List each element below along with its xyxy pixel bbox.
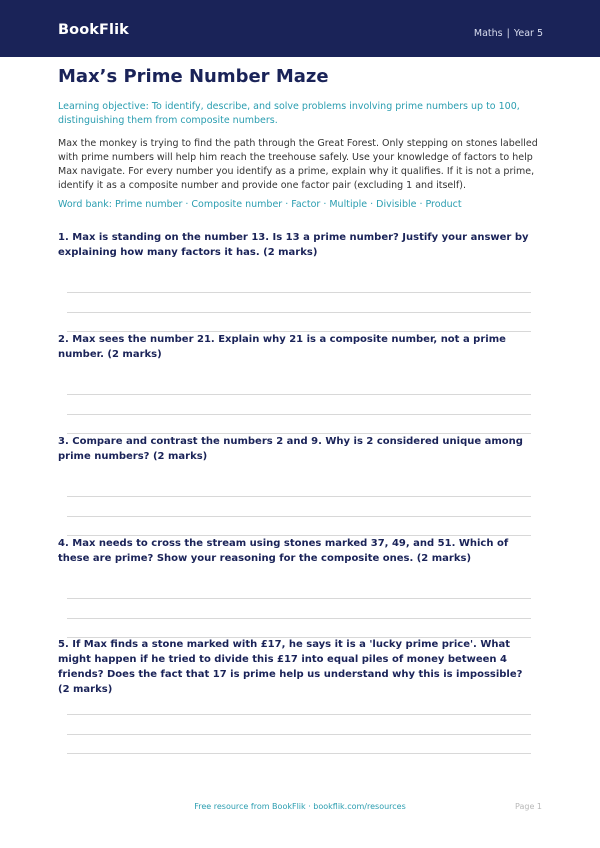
answer-line[interactable] [67,414,531,415]
page-title: Max’s Prime Number Maze [58,66,329,87]
word-bank-label: Word bank: [58,199,113,210]
subject-label: Maths [473,28,503,39]
word-bank-word: Divisible [376,199,417,210]
question-3: 3. Compare and contrast the numbers 2 and 9. Why is 2 considered unique among prime numbers? (2 marks) [58,436,523,462]
answer-line[interactable] [67,598,531,599]
footer-link[interactable]: Free resource from BookFlik · bookflik.com/resources [194,802,406,811]
answer-line[interactable] [67,753,531,754]
page-number: Page 1 [515,802,542,811]
answer-line[interactable] [67,734,531,735]
question-4: 4. Max needs to cross the stream using stones marked 37, 49, and 51. Which of these are prime? Show your reasoning for the composite ones. (2 marks) [58,538,509,564]
word-bank-word: Multiple [329,199,368,210]
answer-line[interactable] [67,394,531,395]
learning-objective: Learning objective: To identify, describe, and solve problems involving prime numbers up to 100, distinguishing them from composite numbers. [58,101,520,126]
meta-separator: | [506,28,510,39]
brand-logo[interactable]: BookFlik [58,22,129,38]
answer-line[interactable] [67,618,531,619]
answer-line[interactable] [67,714,531,715]
word-bank-word: Prime number [115,199,183,210]
word-bank-word: Product [425,199,462,210]
year-label: Year 5 [513,28,543,39]
word-bank-word: Composite number [191,199,283,210]
intro-paragraph: Max the monkey is trying to find the path through the Great Forest. Only stepping on stones labelled with prime numbers will help him reach the treehouse safely. Use your knowledge of factors to help Max navigate. For every number you identify as a prime, explain why it qualifies. If it is not a prime, identify it as a composite number and provide one factor pair (excluding 1 and itself). [58,138,538,191]
answer-line[interactable] [67,292,531,293]
question-1: 1. Max is standing on the number 13. Is 13 a prime number? Justify your answer by explaining how many factors it has. (2 marks) [58,232,529,258]
answer-line[interactable] [67,496,531,497]
header-bar [0,0,600,57]
header-meta [474,28,543,39]
answer-line[interactable] [67,516,531,517]
question-5: 5. If Max finds a stone marked with £17, he says it is a 'lucky prime price'. What might happen if he tried to divide this £17 into equal piles of money between 4 friends? Does the fact that 17 is prime help us understand why this is impossible? (2 marks) [58,639,523,695]
answer-line[interactable] [67,312,531,313]
word-bank: Word bank: Prime number · Composite number · Factor · Multiple · Divisible · Product [58,199,462,210]
word-bank-word: Factor [291,199,321,210]
question-2: 2. Max sees the number 21. Explain why 21 is a composite number, not a prime number. (2 marks) [58,334,506,360]
